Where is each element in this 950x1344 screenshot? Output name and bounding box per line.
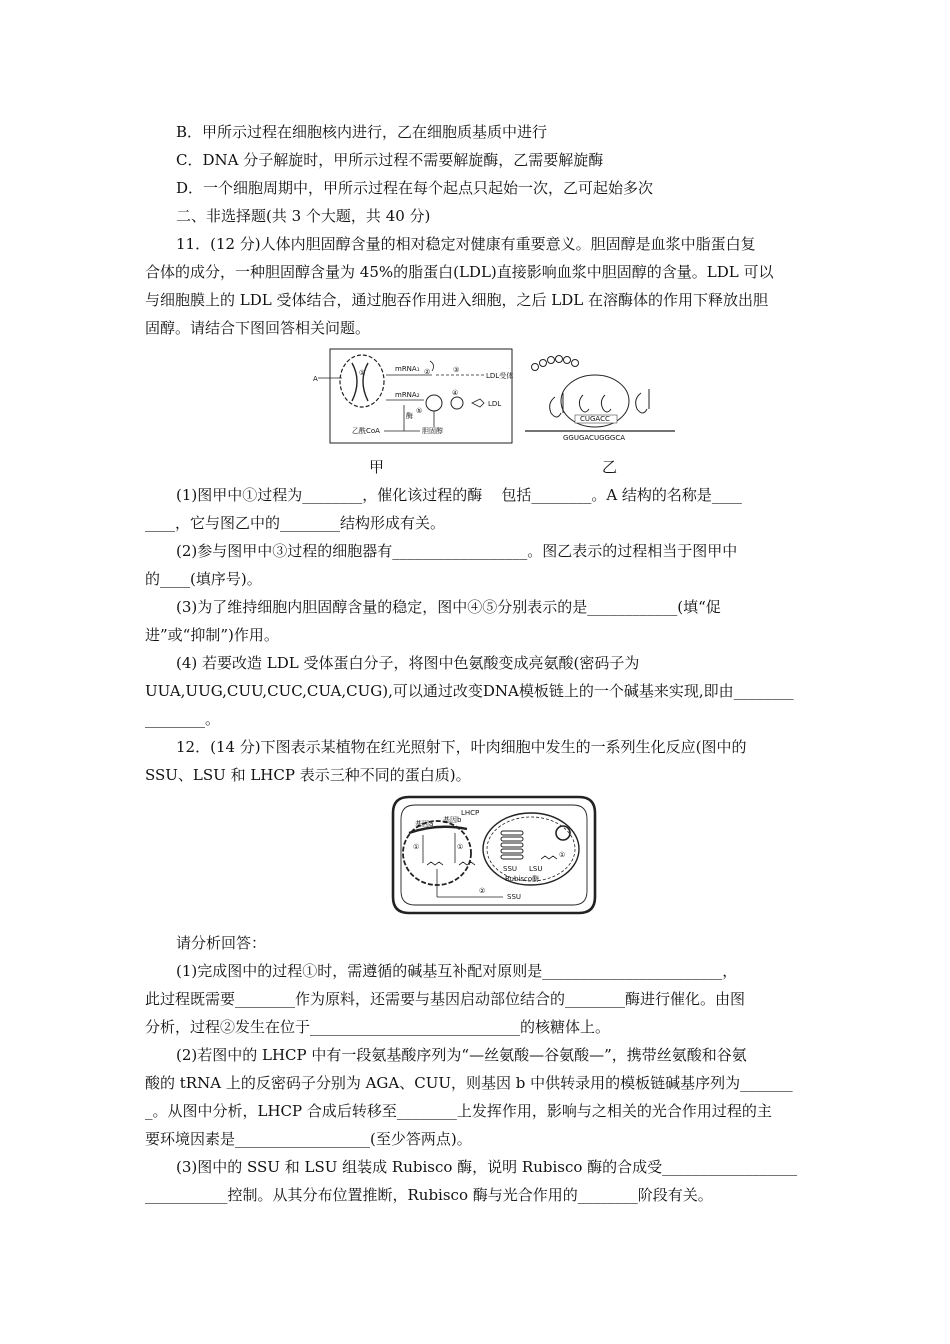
q11-sub-line: (2)参与图甲中③过程的细胞器有__________________。图乙表示的过程相当于图甲中	[176, 542, 738, 560]
thylakoid-stack	[501, 831, 523, 859]
q12-sub-line: ___________控制。从其分布位置推断，Rubisco 酶与光合作用的________阶段有关。	[145, 1186, 713, 1204]
q12-sub-line: 分析，过程②发生在位于____________________________的核糖体上。	[145, 1018, 611, 1036]
q12-sub-line: 要环境因素是__________________(至少答两点)。	[145, 1130, 472, 1148]
svg-text:乙酰CoA: 乙酰CoA	[352, 427, 380, 435]
label-a: A	[313, 375, 318, 383]
q11-stem-line: 11．(12 分)人体内胆固醇含量的相对稳定对健康有重要意义。胆固醇是血浆中脂蛋白复	[176, 235, 756, 253]
q11-sub-line: (1)图甲中①过程为________，催化该过程的酶 包括________。A 结构的名称是____	[176, 486, 742, 504]
chloroplast-dna	[556, 826, 570, 840]
q12-sub-line: (1)完成图中的过程①时，需遵循的碱基互补配对原则是________________________，	[176, 962, 738, 980]
figure-plant-cell	[383, 793, 605, 919]
q11-sub-line: 进”或“抑制”)作用。	[145, 626, 279, 644]
svg-text:③: ③	[453, 366, 460, 374]
q11-stem-line: 合体的成分，一种胆固醇含量为 45%的脂蛋白(LDL)直接影响血浆中胆固醇的含量。LDL 可以	[145, 263, 774, 281]
svg-text:⑤: ⑤	[416, 407, 423, 415]
svg-text:①: ①	[457, 843, 464, 851]
q11-stem-line: 与细胞膜上的 LDL 受体结合，通过胞吞作用进入细胞，之后 LDL 在溶酶体的作用下释放出胆	[145, 291, 768, 309]
q12-sub-line: 此过程既需要________作为原料，还需要与基因启动部位结合的________酶进行催化。由图	[145, 990, 746, 1008]
svg-text:①: ①	[359, 369, 366, 377]
nucleus	[340, 355, 384, 407]
q11-sub-line: ____，它与图乙中的________结构形成有关。	[145, 514, 446, 532]
section-heading: 二、非选择题(共 3 个大题，共 40 分)	[176, 207, 431, 225]
svg-text:SSU: SSU	[507, 893, 522, 901]
q12-stem-line: SSU、LSU 和 LHCP 表示三种不同的蛋白质)。	[145, 766, 471, 784]
q12-sub-line: (3)图中的 SSU 和 LSU 组装成 Rubisco 酶，说明 Rubisco 酶的合成受__________________	[176, 1158, 798, 1176]
q12-sub-line: _。从图中分析，LHCP 合成后转移至________上发挥作用，影响与之相关的光合作用过程的主	[145, 1102, 772, 1120]
option-d: D．一个细胞周期中，甲所示过程在每个起点只起始一次，乙可起始多次	[176, 179, 654, 197]
svg-text:SSU: SSU	[503, 865, 518, 873]
svg-text:基因b: 基因b	[443, 816, 462, 824]
svg-text:④: ④	[452, 389, 459, 397]
svg-text:Rubisco酶: Rubisco酶	[505, 875, 540, 883]
svg-text:mRNA₂: mRNA₂	[395, 391, 420, 399]
svg-text:LDL受体: LDL受体	[486, 372, 514, 380]
q11-stem-line: 固醇。请结合下图回答相关问题。	[145, 319, 371, 337]
svg-text:②: ②	[479, 887, 486, 895]
q12-prompt: 请分析回答：	[176, 934, 267, 952]
option-c: C．DNA 分子解旋时，甲所示过程不需要解旋酶，乙需要解旋酶	[176, 151, 604, 169]
svg-text:CUGACC: CUGACC	[580, 415, 610, 423]
svg-text:LSU: LSU	[529, 865, 543, 873]
svg-text:①: ①	[413, 843, 420, 851]
q11-sub-line: UUA,UUG,CUU,CUC,CUA,CUG),可以通过改变DNA模板链上的一个碱基来实现,即由________	[145, 682, 794, 700]
svg-text:mRNA₁: mRNA₁	[395, 365, 420, 373]
svg-text:LHCP: LHCP	[461, 809, 480, 817]
svg-text:①: ①	[559, 851, 566, 859]
lysosome	[426, 395, 442, 411]
svg-text:GGUGACUGGGCA: GGUGACUGGGCA	[563, 434, 626, 442]
svg-text:②: ②	[424, 368, 431, 376]
svg-text:LDL: LDL	[488, 400, 502, 408]
svg-text:基因a: 基因a	[415, 820, 434, 828]
q11-sub-line: (3)为了维持细胞内胆固醇含量的稳定，图中④⑤分别表示的是____________(填“促	[176, 598, 721, 616]
q11-sub-line: ________。	[145, 710, 221, 728]
figure-jia	[312, 345, 522, 447]
q12-stem-line: 12．(14 分)下图表示某植物在红光照射下，叶肉细胞中发生的一系列生化反应(图中的	[176, 738, 747, 756]
svg-text:酶: 酶	[406, 412, 413, 420]
caption-jia: 甲	[369, 458, 385, 476]
figure-yi	[525, 353, 675, 445]
option-b: B．甲所示过程在细胞核内进行，乙在细胞质基质中进行	[176, 123, 548, 141]
svg-text:胆固醇: 胆固醇	[422, 427, 443, 435]
q11-sub-line: (4) 若要改造 LDL 受体蛋白分子，将图中色氨酸变成亮氨酸(密码子为	[176, 654, 640, 672]
q12-sub-line: 酸的 tRNA 上的反密码子分别为 AGA、CUU，则基因 b 中供转录用的模板链碱基序列为_______	[145, 1074, 793, 1092]
q11-sub-line: 的____(填序号)。	[145, 570, 262, 588]
q12-sub-line: (2)若图中的 LHCP 中有一段氨基酸序列为“—丝氨酸—谷氨酸—”，携带丝氨酸和谷氨	[176, 1046, 747, 1064]
caption-yi: 乙	[602, 458, 618, 476]
polypeptide-chain	[532, 356, 579, 371]
